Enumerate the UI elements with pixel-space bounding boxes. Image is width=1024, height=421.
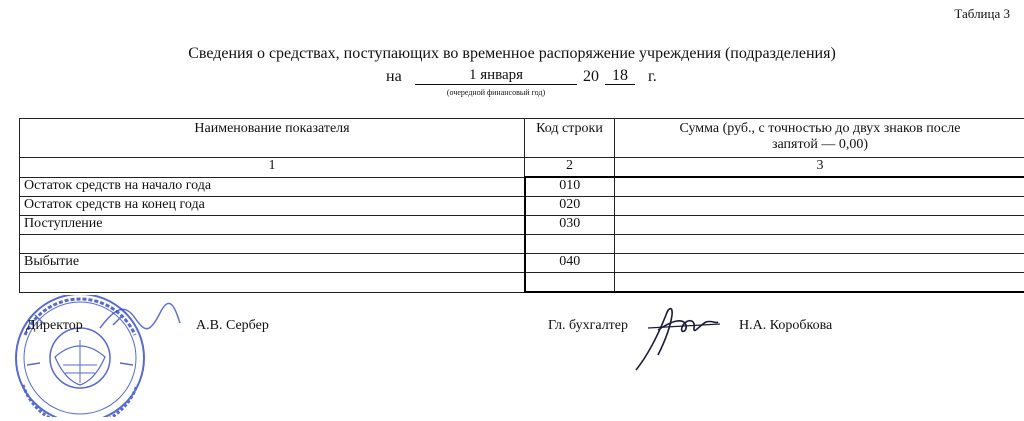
row-name xyxy=(20,273,525,293)
row-sum xyxy=(615,235,1024,254)
accountant-name: Н.А. Коробкова xyxy=(739,318,833,333)
row-code: 030 xyxy=(525,216,615,235)
row-code: 040 xyxy=(525,254,615,273)
table-row xyxy=(20,273,1024,293)
row-sum xyxy=(615,254,1024,273)
accountant-title: Гл. бухгалтер xyxy=(548,318,629,333)
period-date: 1 января xyxy=(468,67,524,83)
column-number: 3 xyxy=(615,158,1024,178)
year-suffix: 18 xyxy=(612,67,628,84)
table-row xyxy=(20,254,1024,273)
director-signature-icon xyxy=(95,298,185,338)
director-title: Директор xyxy=(26,318,83,333)
director-name: А.В. Сербер xyxy=(196,318,269,333)
row-sum xyxy=(615,177,1024,197)
row-sum xyxy=(615,216,1024,235)
page-title: Сведения о средствах, поступающих во временное распоряжение учреждения (подразделения) xyxy=(188,45,836,62)
row-code xyxy=(525,273,615,293)
row-sum xyxy=(615,197,1024,216)
year-prefix: 20 xyxy=(583,68,599,85)
column-number: 1 xyxy=(20,158,525,178)
table-row xyxy=(20,235,1024,254)
period-prefix: на xyxy=(386,68,402,85)
accountant-signature-icon xyxy=(628,300,723,375)
row-name: Остаток средств на начало года xyxy=(20,177,525,197)
date-underline xyxy=(415,84,577,85)
column-number-row xyxy=(20,158,1024,178)
header-indicator-name: Наименование показателя xyxy=(20,119,525,158)
table-row xyxy=(20,177,1024,197)
year-underline xyxy=(605,84,635,85)
header-sum: Сумма (руб., с точностью до двух знаков после запятой — 0,00) xyxy=(615,119,1024,158)
row-name: Поступление xyxy=(20,216,525,235)
row-code: 020 xyxy=(525,197,615,216)
row-name: Выбытие xyxy=(20,254,525,273)
row-code xyxy=(525,235,615,254)
year-unit: г. xyxy=(648,68,657,85)
row-sum xyxy=(615,273,1024,293)
table-row xyxy=(20,216,1024,235)
column-number: 2 xyxy=(525,158,615,178)
table-number-label: Таблица 3 xyxy=(954,6,1010,21)
period-hint: (очередной финансовый год) xyxy=(446,88,546,97)
row-code: 010 xyxy=(525,177,615,197)
row-name: Остаток средств на конец года xyxy=(20,197,525,216)
header-line-code: Код строки xyxy=(525,119,615,158)
funds-table xyxy=(19,118,1024,293)
table-header-row xyxy=(20,119,1024,158)
table-row xyxy=(20,197,1024,216)
row-name xyxy=(20,235,525,254)
